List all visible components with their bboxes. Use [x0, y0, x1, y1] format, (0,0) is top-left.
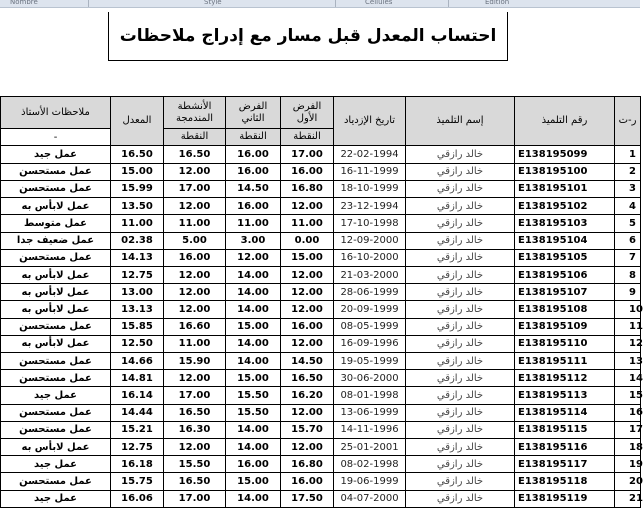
ribbon-group-cellules[interactable]: Cellules [365, 0, 393, 6]
average-cell[interactable]: 15.85 [111, 318, 164, 335]
table-row [1, 249, 641, 266]
activities-cell[interactable]: 16.30 [164, 421, 226, 438]
index-cell[interactable]: 3 [615, 180, 641, 197]
table-row [1, 352, 641, 369]
student-id-cell[interactable]: E138195102 [515, 198, 615, 215]
remark-cell[interactable]: عمل لابأس به [1, 301, 111, 318]
index-cell[interactable]: 5 [615, 215, 641, 232]
score-label[interactable]: النقطة [281, 129, 334, 146]
birthdate-cell[interactable]: 16-10-2000 [334, 249, 406, 266]
ribbon-divider [88, 0, 89, 7]
activities-cell[interactable]: 16.50 [164, 473, 226, 490]
index-cell[interactable]: 10 [615, 301, 641, 318]
activities-cell[interactable]: 12.00 [164, 163, 226, 180]
test1-cell[interactable]: 16.00 [281, 318, 334, 335]
index-cell[interactable]: 11 [615, 318, 641, 335]
student-name-cell[interactable]: خالد رازقي [406, 387, 515, 404]
birthdate-cell[interactable]: 14-11-1996 [334, 421, 406, 438]
test1-cell[interactable]: 17.00 [281, 146, 334, 163]
student-id-cell[interactable]: E138195115 [515, 421, 615, 438]
remark-cell[interactable]: عمل مستحسن [1, 249, 111, 266]
student-name-cell[interactable]: خالد رازقي [406, 490, 515, 507]
test1-cell[interactable]: 16.80 [281, 456, 334, 473]
student-id-cell[interactable]: E138195112 [515, 370, 615, 387]
birthdate-cell[interactable]: 18-10-1999 [334, 180, 406, 197]
remark-cell[interactable]: عمل جيد [1, 490, 111, 507]
student-id-cell[interactable]: E138195114 [515, 404, 615, 421]
index-cell[interactable]: 4 [615, 198, 641, 215]
table-row [1, 301, 641, 318]
index-cell[interactable]: 16 [615, 404, 641, 421]
header-index[interactable]: ر-ت [615, 97, 641, 146]
index-cell[interactable]: 15 [615, 387, 641, 404]
activities-cell[interactable]: 16.50 [164, 146, 226, 163]
activities-cell[interactable]: 17.00 [164, 387, 226, 404]
test1-cell[interactable]: 11.00 [281, 215, 334, 232]
activities-cell[interactable]: 17.00 [164, 180, 226, 197]
average-cell[interactable]: 16.18 [111, 456, 164, 473]
student-id-cell[interactable]: E138195109 [515, 318, 615, 335]
test2-cell[interactable]: 15.00 [226, 370, 281, 387]
index-cell[interactable]: 7 [615, 249, 641, 266]
activities-cell[interactable]: 12.00 [164, 438, 226, 455]
average-cell[interactable]: 16.06 [111, 490, 164, 507]
index-cell[interactable]: 19 [615, 456, 641, 473]
test2-cell[interactable]: 14.50 [226, 180, 281, 197]
activities-cell[interactable]: 12.00 [164, 266, 226, 283]
remark-cell[interactable]: عمل لابأس به [1, 438, 111, 455]
student-id-cell[interactable]: E138195118 [515, 473, 615, 490]
remark-cell[interactable]: عمل مستحسن [1, 180, 111, 197]
header-average[interactable]: المعدل [111, 97, 164, 146]
index-cell[interactable]: 9 [615, 284, 641, 301]
student-id-cell[interactable]: E138195113 [515, 387, 615, 404]
remark-cell[interactable]: عمل مستحسن [1, 352, 111, 369]
test2-cell[interactable]: 3.00 [226, 232, 281, 249]
student-id-cell[interactable]: E138195100 [515, 163, 615, 180]
birthdate-cell[interactable]: 04-07-2000 [334, 490, 406, 507]
remark-cell[interactable]: عمل جيد [1, 387, 111, 404]
student-id-cell[interactable]: E138195107 [515, 284, 615, 301]
ribbon-divider [448, 0, 449, 7]
test2-cell[interactable]: 14.00 [226, 352, 281, 369]
student-name-cell[interactable]: خالد رازقي [406, 180, 515, 197]
index-cell[interactable]: 8 [615, 266, 641, 283]
birthdate-cell[interactable]: 16-09-1996 [334, 335, 406, 352]
activities-cell[interactable]: 15.50 [164, 456, 226, 473]
index-cell[interactable]: 6 [615, 232, 641, 249]
birthdate-cell[interactable]: 20-09-1999 [334, 301, 406, 318]
remarks-dash[interactable]: - [1, 129, 111, 146]
ribbon-group-style[interactable]: Style [204, 0, 222, 6]
student-id-cell[interactable]: E138195104 [515, 232, 615, 249]
test1-cell[interactable]: 12.00 [281, 284, 334, 301]
remark-cell[interactable]: عمل لابأس به [1, 198, 111, 215]
remark-cell[interactable]: عمل مستحسن [1, 163, 111, 180]
student-id-cell[interactable]: E138195103 [515, 215, 615, 232]
activities-cell[interactable]: 12.00 [164, 370, 226, 387]
test1-cell[interactable]: 17.50 [281, 490, 334, 507]
table-row [1, 232, 641, 249]
index-cell[interactable]: 18 [615, 438, 641, 455]
student-name-cell[interactable]: خالد رازقي [406, 404, 515, 421]
test1-cell[interactable]: 12.00 [281, 266, 334, 283]
average-cell[interactable]: 13.50 [111, 198, 164, 215]
average-cell[interactable]: 15.99 [111, 180, 164, 197]
table-row [1, 266, 641, 283]
test2-cell[interactable]: 14.00 [226, 266, 281, 283]
table-row [1, 404, 641, 421]
birthdate-cell[interactable]: 08-01-1998 [334, 387, 406, 404]
student-name-cell[interactable]: خالد رازقي [406, 215, 515, 232]
remark-cell[interactable]: عمل متوسط [1, 215, 111, 232]
student-name-cell[interactable]: خالد رازقي [406, 456, 515, 473]
average-cell[interactable]: 12.75 [111, 438, 164, 455]
student-name-cell[interactable]: خالد رازقي [406, 198, 515, 215]
table-row [1, 473, 641, 490]
test2-cell[interactable]: 14.00 [226, 490, 281, 507]
header-test1[interactable]: الفرض الأول [281, 97, 334, 129]
score-label[interactable]: النقطة [226, 129, 281, 146]
test1-cell[interactable]: 12.00 [281, 404, 334, 421]
birthdate-cell[interactable]: 21-03-2000 [334, 266, 406, 283]
average-cell[interactable]: 15.00 [111, 163, 164, 180]
activities-cell[interactable]: 12.00 [164, 198, 226, 215]
activities-cell[interactable]: 16.60 [164, 318, 226, 335]
index-cell[interactable]: 13 [615, 352, 641, 369]
student-name-cell[interactable]: خالد رازقي [406, 438, 515, 455]
test2-cell[interactable]: 14.00 [226, 421, 281, 438]
table-row [1, 318, 641, 335]
table-row [1, 198, 641, 215]
average-cell[interactable]: 14.44 [111, 404, 164, 421]
average-cell[interactable]: 14.66 [111, 352, 164, 369]
table-row [1, 456, 641, 473]
student-name-cell[interactable]: خالد رازقي [406, 473, 515, 490]
birthdate-cell[interactable]: 25-01-2001 [334, 438, 406, 455]
student-name-cell[interactable]: خالد رازقي [406, 301, 515, 318]
student-id-cell[interactable]: E138195099 [515, 146, 615, 163]
index-cell[interactable]: 17 [615, 421, 641, 438]
student-name-cell[interactable]: خالد رازقي [406, 284, 515, 301]
index-cell[interactable]: 21 [615, 490, 641, 507]
birthdate-cell[interactable]: 08-05-1999 [334, 318, 406, 335]
header-student-id[interactable]: رقم التلميذ [515, 97, 615, 146]
birthdate-cell[interactable]: 19-06-1999 [334, 473, 406, 490]
test2-cell[interactable]: 16.00 [226, 163, 281, 180]
student-id-cell[interactable]: E138195106 [515, 266, 615, 283]
activities-cell[interactable]: 16.00 [164, 249, 226, 266]
sheet-title: احتساب المعدل قبل مسار مع إدراج ملاحظات [108, 12, 508, 61]
average-cell[interactable]: 15.21 [111, 421, 164, 438]
student-name-cell[interactable]: خالد رازقي [406, 335, 515, 352]
birthdate-cell[interactable]: 22-02-1994 [334, 146, 406, 163]
table-row [1, 146, 641, 163]
test1-cell[interactable]: 16.80 [281, 180, 334, 197]
birthdate-cell[interactable]: 08-02-1998 [334, 456, 406, 473]
index-cell[interactable]: 2 [615, 163, 641, 180]
test2-cell[interactable]: 14.00 [226, 438, 281, 455]
table-row [1, 387, 641, 404]
student-id-cell[interactable]: E138195117 [515, 456, 615, 473]
student-name-cell[interactable]: خالد رازقي [406, 146, 515, 163]
index-cell[interactable]: 12 [615, 335, 641, 352]
activities-cell[interactable]: 16.50 [164, 404, 226, 421]
activities-cell[interactable]: 11.00 [164, 335, 226, 352]
remark-cell[interactable]: عمل لابأس به [1, 284, 111, 301]
test1-cell[interactable]: 14.50 [281, 352, 334, 369]
remark-cell[interactable]: عمل مستحسن [1, 404, 111, 421]
student-id-cell[interactable]: E138195101 [515, 180, 615, 197]
average-cell[interactable]: 16.50 [111, 146, 164, 163]
average-cell[interactable]: 13.13 [111, 301, 164, 318]
average-cell[interactable]: 12.50 [111, 335, 164, 352]
birthdate-cell[interactable]: 19-05-1999 [334, 352, 406, 369]
birthdate-cell[interactable]: 17-10-1998 [334, 215, 406, 232]
test2-cell[interactable]: 16.00 [226, 146, 281, 163]
header-remarks[interactable]: ملاحظات الأستاذ [1, 97, 111, 129]
header-student-name[interactable]: إسم التلميذ [406, 97, 515, 146]
test1-cell[interactable]: 16.50 [281, 370, 334, 387]
remark-cell[interactable]: عمل مستحسن [1, 421, 111, 438]
table-row [1, 284, 641, 301]
average-cell[interactable]: 12.75 [111, 266, 164, 283]
activities-cell[interactable]: 5.00 [164, 232, 226, 249]
average-cell[interactable]: 02.38 [111, 232, 164, 249]
index-cell[interactable]: 14 [615, 370, 641, 387]
table-row [1, 438, 641, 455]
index-cell[interactable]: 20 [615, 473, 641, 490]
average-cell[interactable]: 15.75 [111, 473, 164, 490]
average-cell[interactable]: 14.13 [111, 249, 164, 266]
table-row [1, 421, 641, 438]
birthdate-cell[interactable]: 12-09-2000 [334, 232, 406, 249]
remark-cell[interactable]: عمل لابأس به [1, 266, 111, 283]
student-name-cell[interactable]: خالد رازقي [406, 370, 515, 387]
remark-cell[interactable]: عمل جيد [1, 146, 111, 163]
test1-cell[interactable]: 12.00 [281, 198, 334, 215]
student-name-cell[interactable]: خالد رازقي [406, 352, 515, 369]
test2-cell[interactable]: 15.50 [226, 404, 281, 421]
test1-cell[interactable]: 15.70 [281, 421, 334, 438]
grades-table [0, 96, 641, 508]
test1-cell[interactable]: 16.20 [281, 387, 334, 404]
test2-cell[interactable]: 14.00 [226, 284, 281, 301]
student-id-cell[interactable]: E138195116 [515, 438, 615, 455]
average-cell[interactable]: 13.00 [111, 284, 164, 301]
student-name-cell[interactable]: خالد رازقي [406, 318, 515, 335]
student-id-cell[interactable]: E138195105 [515, 249, 615, 266]
activities-cell[interactable]: 15.90 [164, 352, 226, 369]
test2-cell[interactable]: 15.00 [226, 318, 281, 335]
test2-cell[interactable]: 16.00 [226, 456, 281, 473]
test1-cell[interactable]: 15.00 [281, 249, 334, 266]
ribbon-group-edition[interactable]: Edition [485, 0, 510, 6]
remark-cell[interactable]: عمل مستحسن [1, 318, 111, 335]
activities-cell[interactable]: 17.00 [164, 490, 226, 507]
student-name-cell[interactable]: خالد رازقي [406, 163, 515, 180]
grades-rows [1, 146, 641, 508]
average-cell[interactable]: 11.00 [111, 215, 164, 232]
birthdate-cell[interactable]: 30-06-2000 [334, 370, 406, 387]
test2-cell[interactable]: 15.00 [226, 473, 281, 490]
average-cell[interactable]: 14.81 [111, 370, 164, 387]
remark-cell[interactable]: عمل مستحسن [1, 473, 111, 490]
birthdate-cell[interactable]: 23-12-1994 [334, 198, 406, 215]
birthdate-cell[interactable]: 28-06-1999 [334, 284, 406, 301]
student-name-cell[interactable]: خالد رازقي [406, 266, 515, 283]
test2-cell[interactable]: 11.00 [226, 215, 281, 232]
test2-cell[interactable]: 12.00 [226, 249, 281, 266]
ribbon-divider [335, 0, 336, 7]
remark-cell[interactable]: عمل جيد [1, 456, 111, 473]
remark-cell[interactable]: عمل لابأس به [1, 335, 111, 352]
birthdate-cell[interactable]: 13-06-1999 [334, 404, 406, 421]
test1-cell[interactable]: 12.00 [281, 335, 334, 352]
test2-cell[interactable]: 16.00 [226, 198, 281, 215]
remark-cell[interactable]: عمل ضعيف جدا [1, 232, 111, 249]
header-birthdate[interactable]: تاريخ الإزدياد [334, 97, 406, 146]
activities-cell[interactable]: 11.00 [164, 215, 226, 232]
test2-cell[interactable]: 14.00 [226, 301, 281, 318]
activities-cell[interactable]: 12.00 [164, 284, 226, 301]
test2-cell[interactable]: 14.00 [226, 335, 281, 352]
student-id-cell[interactable]: E138195111 [515, 352, 615, 369]
header-test2[interactable]: الفرض الثاني [226, 97, 281, 129]
test1-cell[interactable]: 12.00 [281, 438, 334, 455]
activities-cell[interactable]: 12.00 [164, 301, 226, 318]
header-activities[interactable]: الأنشطة المندمجة [164, 97, 226, 129]
average-cell[interactable]: 16.14 [111, 387, 164, 404]
table-row [1, 163, 641, 180]
index-cell[interactable]: 1 [615, 146, 641, 163]
ribbon-strip [0, 0, 640, 8]
test2-cell[interactable]: 15.50 [226, 387, 281, 404]
student-id-cell[interactable]: E138195110 [515, 335, 615, 352]
student-id-cell[interactable]: E138195119 [515, 490, 615, 507]
test1-cell[interactable]: 0.00 [281, 232, 334, 249]
table-row [1, 215, 641, 232]
table-row [1, 335, 641, 352]
score-label[interactable]: النقطة [164, 129, 226, 146]
test1-cell[interactable]: 12.00 [281, 301, 334, 318]
student-id-cell[interactable]: E138195108 [515, 301, 615, 318]
birthdate-cell[interactable]: 16-11-1999 [334, 163, 406, 180]
table-row [1, 370, 641, 387]
remark-cell[interactable]: عمل مستحسن [1, 370, 111, 387]
test1-cell[interactable]: 16.00 [281, 473, 334, 490]
table-row [1, 180, 641, 197]
student-name-cell[interactable]: خالد رازقي [406, 421, 515, 438]
test1-cell[interactable]: 16.00 [281, 163, 334, 180]
student-name-cell[interactable]: خالد رازقي [406, 232, 515, 249]
student-name-cell[interactable]: خالد رازقي [406, 249, 515, 266]
ribbon-group-nombre[interactable]: Nombre [10, 0, 38, 6]
table-row [1, 490, 641, 507]
